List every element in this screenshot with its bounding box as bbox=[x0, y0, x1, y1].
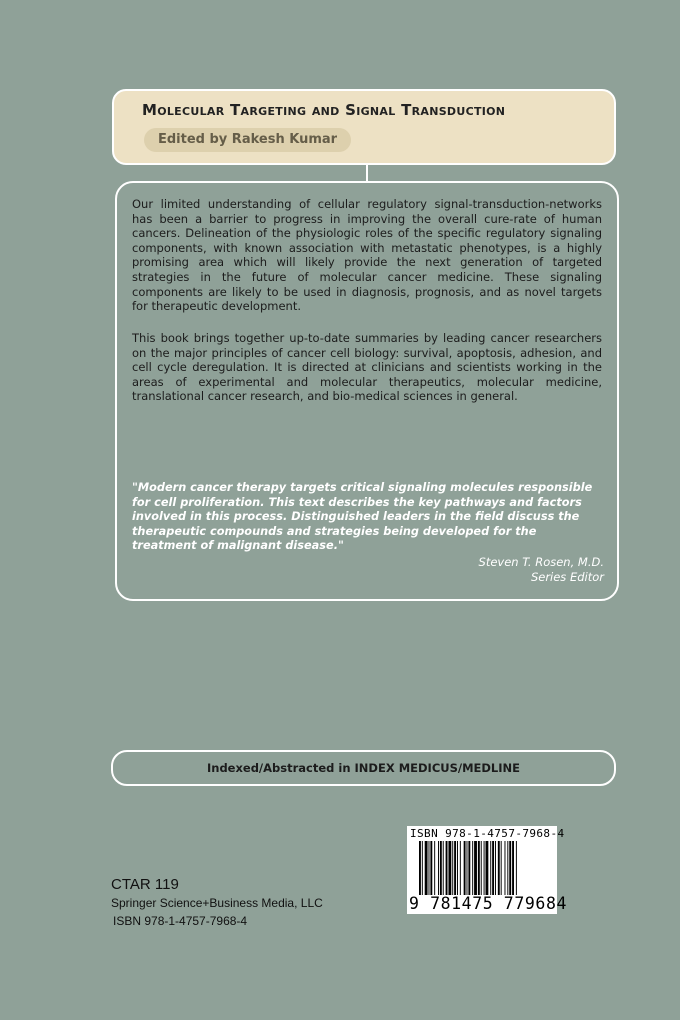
editor-credit: Edited by Rakesh Kumar bbox=[144, 128, 351, 152]
barcode-bars-icon bbox=[407, 841, 557, 897]
endorsement-role: Series Editor bbox=[530, 570, 604, 584]
title-panel bbox=[112, 89, 616, 165]
endorsement-name: Steven T. Rosen, M.D. bbox=[478, 555, 604, 569]
barcode-digits: 9 781475 779684 bbox=[409, 894, 568, 913]
publisher-name: Springer Science+Business Media, LLC bbox=[111, 896, 323, 910]
description-paragraph-1: Our limited understanding of cellular regulatory signal-transduction-networks has been a barrier to progress in improving the overall cure-rate of human cancers. Delineation of the physiologic roles of the specific regulatory signaling components, with known association with metastatic phenotypes, is a highly promising area which will likely provide the next generation of targeted strategies in the future of molecular cancer medicine. These signaling components are likely to be used in diagnosis, prognosis, and as novel targets for therapeutic development. bbox=[132, 197, 602, 314]
indexing-text: Indexed/Abstracted in INDEX MEDICUS/MEDLINE bbox=[206, 761, 521, 775]
description-paragraph-2: This book brings together up-to-date summaries by leading cancer researchers on the major principles of cancer cell biology: survival, apoptosis, adhesion, and cell cycle deregulation. It is directed at clinicians and scientists working in the areas of experimental and molecular therapeutics, molecular medicine, translational cancer research, and bio-medical sciences in general. bbox=[132, 331, 602, 404]
series-number: CTAR 119 bbox=[111, 876, 179, 893]
barcode-isbn-text: ISBN 978-1-4757-7968-4 bbox=[410, 827, 565, 840]
indexing-panel bbox=[111, 750, 616, 786]
panel-connector bbox=[366, 163, 368, 183]
endorsement-quote: "Modern cancer therapy targets critical signaling molecules responsible for cell proliferation. This text describes the key pathways and factors involved in this process. Distinguished leaders in the field discuss the therapeutic compounds and strategies being developed for the treatment of malignant disease." bbox=[132, 481, 593, 553]
description-panel bbox=[115, 181, 619, 601]
isbn-barcode bbox=[407, 826, 568, 914]
imprint-isbn: ISBN 978-1-4757-7968-4 bbox=[113, 914, 248, 928]
book-title: Molecular Targeting and Signal Transduction bbox=[142, 101, 506, 119]
